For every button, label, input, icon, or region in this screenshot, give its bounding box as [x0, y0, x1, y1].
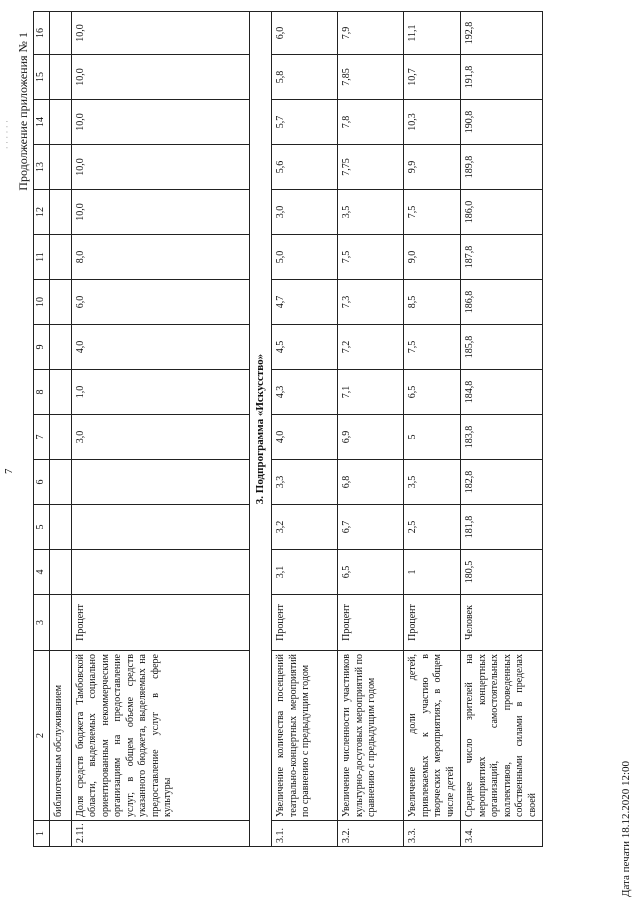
- row-number: 3.3.: [404, 821, 461, 847]
- value-cell: 6,7: [338, 505, 404, 550]
- value-cell: [49, 370, 71, 415]
- value-cell: 7,8: [338, 100, 404, 145]
- value-cell: 6,5: [338, 550, 404, 595]
- section-title: 3. Подпрограмма «Искусство»: [249, 12, 272, 847]
- value-cell: 7,9: [338, 12, 404, 55]
- indicator-name: Увеличение численности участников культурно-досуговых мероприятий по сравнению с предыдущим годом: [338, 651, 404, 821]
- value-cell: 184,8: [461, 370, 543, 415]
- print-date: Дата печати 18.12.2020 12:00: [620, 760, 632, 897]
- value-cell: 3,0: [71, 415, 249, 460]
- value-cell: 10,7: [404, 55, 461, 100]
- column-header: 7: [34, 415, 50, 460]
- value-cell: 180,5: [461, 550, 543, 595]
- indicator-name: библиотечным обслуживанием: [49, 651, 71, 821]
- column-header: 9: [34, 325, 50, 370]
- value-cell: 10,0: [71, 145, 249, 190]
- value-cell: 9,9: [404, 145, 461, 190]
- value-cell: 4,7: [272, 280, 338, 325]
- value-cell: 3,5: [404, 460, 461, 505]
- value-cell: 10,0: [71, 55, 249, 100]
- value-cell: 7,1: [338, 370, 404, 415]
- table-row: [404, 12, 461, 847]
- value-cell: 192,8: [461, 12, 543, 55]
- table-row: [338, 12, 404, 847]
- value-cell: 1,0: [71, 370, 249, 415]
- value-cell: 8,5: [404, 280, 461, 325]
- column-header: 4: [34, 550, 50, 595]
- table-row: [71, 12, 249, 847]
- value-cell: 4,0: [272, 415, 338, 460]
- value-cell: 2,5: [404, 505, 461, 550]
- row-number: 3.2.: [338, 821, 404, 847]
- row-number: [49, 821, 71, 847]
- value-cell: 10,0: [71, 12, 249, 55]
- value-cell: 191,8: [461, 55, 543, 100]
- value-cell: 6,0: [71, 280, 249, 325]
- value-cell: 5,7: [272, 100, 338, 145]
- value-cell: 3,0: [272, 190, 338, 235]
- row-number: 2.11.: [71, 821, 249, 847]
- table-row: [272, 12, 338, 847]
- column-header: 13: [34, 145, 50, 190]
- value-cell: 7,85: [338, 55, 404, 100]
- value-cell: 3,1: [272, 550, 338, 595]
- column-header: 8: [34, 370, 50, 415]
- value-cell: 3,2: [272, 505, 338, 550]
- value-cell: 187,8: [461, 235, 543, 280]
- value-cell: [49, 325, 71, 370]
- column-header: 5: [34, 505, 50, 550]
- row-number: 3.4.: [461, 821, 543, 847]
- value-cell: [49, 100, 71, 145]
- value-cell: 5,6: [272, 145, 338, 190]
- value-cell: 183,8: [461, 415, 543, 460]
- value-cell: [49, 460, 71, 505]
- value-cell: 190,8: [461, 100, 543, 145]
- unit-cell: Процент: [71, 595, 249, 651]
- scan-mark: · · · · · ·: [2, 120, 12, 150]
- value-cell: 7,5: [404, 325, 461, 370]
- table-row: [49, 12, 71, 847]
- value-cell: 9,0: [404, 235, 461, 280]
- value-cell: 10,0: [71, 190, 249, 235]
- column-header: 15: [34, 55, 50, 100]
- value-cell: 4,0: [71, 325, 249, 370]
- value-cell: 5,8: [272, 55, 338, 100]
- indicator-name: Доля средств бюджета Тамбовской области, выделяемых социально ориентированным некоммерческим организациям на предоставление услуг, в общем объеме средств указанного бюджета, выделяемых на предоставление услуг в сфере культуры: [71, 651, 249, 821]
- value-cell: 6,8: [338, 460, 404, 505]
- value-cell: [49, 550, 71, 595]
- value-cell: 8,0: [71, 235, 249, 280]
- value-cell: 185,8: [461, 325, 543, 370]
- section-row: [249, 12, 272, 847]
- value-cell: 5,0: [272, 235, 338, 280]
- value-cell: [49, 505, 71, 550]
- value-cell: [49, 12, 71, 55]
- value-cell: 5: [404, 415, 461, 460]
- value-cell: 6,5: [404, 370, 461, 415]
- value-cell: [71, 460, 249, 505]
- value-cell: [49, 415, 71, 460]
- header-row: [34, 12, 50, 847]
- indicator-name: Среднее число зрителей на мероприятиях концертных организаций, самостоятельных коллективов, проведенных собственными силами в пределах своей: [461, 651, 543, 821]
- value-cell: 186,0: [461, 190, 543, 235]
- column-header: 3: [34, 595, 50, 651]
- indicator-name: Увеличение доли детей, привлекаемых к участию в творческих мероприятиях, в общем числе детей: [404, 651, 461, 821]
- unit-cell: Человек: [461, 595, 543, 651]
- column-header: 1: [34, 821, 50, 847]
- column-header: 6: [34, 460, 50, 505]
- value-cell: [49, 235, 71, 280]
- unit-cell: Процент: [272, 595, 338, 651]
- value-cell: [49, 190, 71, 235]
- column-header: 2: [34, 651, 50, 821]
- indicators-table: [33, 11, 543, 847]
- value-cell: 182,8: [461, 460, 543, 505]
- value-cell: 10,3: [404, 100, 461, 145]
- value-cell: 10,0: [71, 100, 249, 145]
- value-cell: 6,9: [338, 415, 404, 460]
- row-number: 3.1.: [272, 821, 338, 847]
- value-cell: 6,0: [272, 12, 338, 55]
- value-cell: 7,2: [338, 325, 404, 370]
- value-cell: 3,3: [272, 460, 338, 505]
- table-row: [461, 12, 543, 847]
- value-cell: 11,1: [404, 12, 461, 55]
- value-cell: 7,3: [338, 280, 404, 325]
- column-header: 11: [34, 235, 50, 280]
- column-header: 16: [34, 12, 50, 55]
- value-cell: 7,75: [338, 145, 404, 190]
- column-header: 12: [34, 190, 50, 235]
- value-cell: 1: [404, 550, 461, 595]
- unit-cell: Процент: [338, 595, 404, 651]
- value-cell: 4,3: [272, 370, 338, 415]
- value-cell: 189,8: [461, 145, 543, 190]
- value-cell: 7,5: [338, 235, 404, 280]
- indicator-name: Увеличение количества посещений театрально-концертных мероприятий по сравнению с предыдущим годом: [272, 651, 338, 821]
- page-number: 7: [3, 468, 15, 474]
- value-cell: [71, 505, 249, 550]
- unit-cell: [49, 595, 71, 651]
- continuation-note: Продолжение приложения № 1: [16, 32, 30, 191]
- value-cell: [49, 145, 71, 190]
- column-header: 14: [34, 100, 50, 145]
- column-header: 10: [34, 280, 50, 325]
- value-cell: 4,5: [272, 325, 338, 370]
- value-cell: 181,8: [461, 505, 543, 550]
- value-cell: [49, 55, 71, 100]
- value-cell: [71, 550, 249, 595]
- value-cell: [49, 280, 71, 325]
- value-cell: 3,5: [338, 190, 404, 235]
- value-cell: 186,8: [461, 280, 543, 325]
- unit-cell: Процент: [404, 595, 461, 651]
- value-cell: 7,5: [404, 190, 461, 235]
